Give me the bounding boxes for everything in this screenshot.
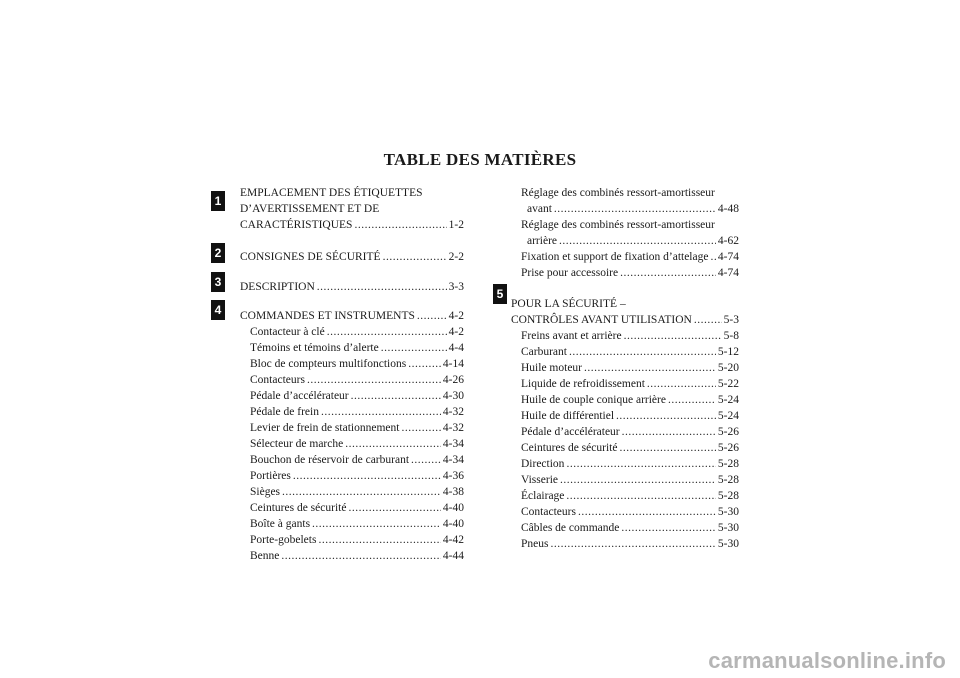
toc-leader-dots xyxy=(584,360,716,376)
toc-entry-page: 4-32 xyxy=(442,406,464,418)
toc-entry[interactable] xyxy=(511,360,739,376)
toc-leader-dots xyxy=(417,308,447,324)
toc-entry-label: Levier de frein de stationnement xyxy=(250,422,400,434)
toc-entry-label: Prise pour accessoire xyxy=(521,267,619,279)
toc-entry[interactable] xyxy=(240,452,464,468)
toc-entry[interactable] xyxy=(511,520,739,536)
toc-entry[interactable] xyxy=(240,500,464,516)
toc-entry-label: Sièges xyxy=(250,486,281,498)
watermark: carmanualsonline.info xyxy=(708,648,946,673)
toc-entry[interactable] xyxy=(511,456,739,472)
toc-entry-label: Liquide de refroidissement xyxy=(521,378,645,390)
toc-leader-dots xyxy=(569,344,716,360)
toc-right-column xyxy=(511,185,739,552)
toc-entry[interactable] xyxy=(511,488,739,504)
toc-entry-page: 5-24 xyxy=(717,394,739,406)
toc-entry-label: Pédale d’accélérateur xyxy=(521,426,620,438)
toc-entry[interactable] xyxy=(240,324,464,340)
toc-entry-page: 4-34 xyxy=(442,438,464,450)
toc-leader-dots xyxy=(408,356,441,372)
toc-entry-label: Pneus xyxy=(521,538,549,550)
toc-leader-dots xyxy=(383,249,447,265)
toc-entry[interactable] xyxy=(511,392,739,408)
chapter-tab-1[interactable]: 1 xyxy=(211,191,225,211)
toc-leader-dots xyxy=(566,456,715,472)
toc-entry-page: 4-32 xyxy=(442,422,464,434)
toc-entry-label: Éclairage xyxy=(521,490,565,502)
toc-entry-label: Contacteur à clé xyxy=(250,326,325,338)
toc-entry[interactable] xyxy=(511,233,739,249)
chapter-tab-4[interactable]: 4 xyxy=(211,300,225,320)
toc-leader-dots xyxy=(351,388,441,404)
chapter-tab-5[interactable]: 5 xyxy=(493,284,507,304)
toc-entry-page: 3-3 xyxy=(448,281,464,293)
toc-leader-dots xyxy=(622,424,716,440)
toc-entry-label: Témoins et témoins d’alerte xyxy=(250,342,379,354)
toc-leader-dots xyxy=(668,392,716,408)
toc-entry-label: Visserie xyxy=(521,474,558,486)
toc-entry-page: 4-48 xyxy=(717,203,739,215)
toc-entry-page: 4-14 xyxy=(442,358,464,370)
toc-entry[interactable] xyxy=(240,436,464,452)
chapter-tab-3[interactable]: 3 xyxy=(211,272,225,292)
toc-entry[interactable] xyxy=(511,376,739,392)
page-title: TABLE DES MATIÈRES xyxy=(383,150,577,169)
toc-leader-dots xyxy=(381,340,447,356)
toc-entry-page: 4-26 xyxy=(442,374,464,386)
toc-leader-dots xyxy=(293,468,441,484)
toc-entry-label: Bloc de compteurs multifonctions xyxy=(250,358,407,370)
toc-entry-page: 4-30 xyxy=(442,390,464,402)
toc-entry-page: 5-30 xyxy=(717,506,739,518)
toc-heading-line: Réglage des combinés ressort-amortisseur xyxy=(521,219,715,231)
toc-entry-label: DESCRIPTION xyxy=(240,281,315,293)
toc-entry[interactable] xyxy=(511,201,739,217)
toc-heading-line: D’AVERTISSEMENT ET DE xyxy=(240,203,380,215)
toc-entry[interactable] xyxy=(511,440,739,456)
toc-entry-label: Ceintures de sécurité xyxy=(521,442,618,454)
toc-entry-page: 4-4 xyxy=(448,342,464,354)
toc-entry-page: 4-44 xyxy=(442,550,464,562)
toc-entry-label: arrière xyxy=(527,235,557,247)
toc-entry-page: 5-20 xyxy=(717,362,739,374)
toc-entry[interactable] xyxy=(240,548,464,564)
toc-entry-label: Porte-gobelets xyxy=(250,534,317,546)
toc-section-5[interactable] xyxy=(511,312,739,328)
toc-leader-dots xyxy=(312,516,441,532)
toc-entry-page: 4-34 xyxy=(442,454,464,466)
toc-left-column xyxy=(240,185,464,564)
toc-leader-dots xyxy=(411,452,441,468)
toc-leader-dots xyxy=(694,312,722,328)
toc-entry-label: Pédale de frein xyxy=(250,406,319,418)
toc-leader-dots xyxy=(710,249,715,265)
toc-leader-dots xyxy=(578,504,716,520)
toc-leader-dots xyxy=(566,488,715,504)
toc-entry-label: Huile de couple conique arrière xyxy=(521,394,666,406)
toc-entry[interactable] xyxy=(240,484,464,500)
toc-leader-dots xyxy=(317,279,447,295)
toc-entry-label: COMMANDES ET INSTRUMENTS xyxy=(240,310,415,322)
toc-entry[interactable] xyxy=(240,532,464,548)
toc-entry-page: 5-28 xyxy=(717,474,739,486)
toc-leader-dots xyxy=(621,520,716,536)
toc-entry-page: 4-36 xyxy=(442,470,464,482)
toc-entry-page: 5-26 xyxy=(717,442,739,454)
toc-leader-dots xyxy=(620,265,716,281)
toc-entry[interactable] xyxy=(511,249,739,265)
toc-entry-label: Bouchon de réservoir de carburant xyxy=(250,454,410,466)
toc-entry-page: 4-74 xyxy=(717,267,739,279)
toc-entry-label: Contacteurs xyxy=(521,506,576,518)
toc-section-4[interactable] xyxy=(240,308,464,324)
toc-leader-dots xyxy=(348,500,440,516)
toc-entry[interactable] xyxy=(511,265,739,281)
toc-entry-page: 5-30 xyxy=(717,538,739,550)
toc-entry[interactable] xyxy=(511,328,739,344)
toc-entry-label: CONTRÔLES AVANT UTILISATION xyxy=(511,314,692,326)
chapter-tab-2[interactable]: 2 xyxy=(211,243,225,263)
toc-leader-dots xyxy=(354,217,446,233)
toc-leader-dots xyxy=(401,420,440,436)
toc-entry-label: Freins avant et arrière xyxy=(521,330,622,342)
toc-entry[interactable] xyxy=(511,504,739,520)
toc-leader-dots xyxy=(560,472,716,488)
toc-entry-page: 4-40 xyxy=(442,502,464,514)
toc-leader-dots xyxy=(624,328,722,344)
toc-entry-label: Câbles de commande xyxy=(521,522,620,534)
toc-leader-dots xyxy=(616,408,716,424)
toc-entry-label: Portières xyxy=(250,470,291,482)
toc-leader-dots xyxy=(321,404,441,420)
toc-entry-page: 4-74 xyxy=(717,251,739,263)
toc-entry[interactable] xyxy=(240,372,464,388)
toc-leader-dots xyxy=(647,376,716,392)
toc-section-1 xyxy=(240,185,464,233)
toc-entry[interactable] xyxy=(240,404,464,420)
toc-entry-page: 5-22 xyxy=(717,378,739,390)
toc-entry-label: Huile moteur xyxy=(521,362,582,374)
toc-entry-page: 4-62 xyxy=(717,235,739,247)
toc-entry-label: Boîte à gants xyxy=(250,518,311,530)
toc-leader-dots xyxy=(550,536,715,552)
toc-entry-page: 5-30 xyxy=(717,522,739,534)
toc-entry-page: 5-28 xyxy=(717,490,739,502)
toc-heading-line: POUR LA SÉCURITÉ – xyxy=(511,298,626,310)
toc-entry-page: 5-28 xyxy=(717,458,739,470)
toc-entry[interactable] xyxy=(240,468,464,484)
toc-entry[interactable] xyxy=(511,536,739,552)
toc-section-3[interactable] xyxy=(240,279,464,295)
toc-entry-page: 4-42 xyxy=(442,534,464,546)
toc-entry-page: 2-2 xyxy=(448,251,464,263)
toc-entry[interactable] xyxy=(511,344,739,360)
toc-leader-dots xyxy=(559,233,716,249)
toc-leader-dots xyxy=(345,436,441,452)
toc-leader-dots xyxy=(307,372,441,388)
toc-entry[interactable] xyxy=(240,420,464,436)
toc-entry-page: 1-2 xyxy=(448,219,464,231)
toc-entry-label: CARACTÉRISTIQUES xyxy=(240,219,353,231)
toc-entry-label: Contacteurs xyxy=(250,374,305,386)
toc-entry[interactable] xyxy=(511,472,739,488)
toc-entry-label: avant xyxy=(527,203,552,215)
toc-leader-dots xyxy=(318,532,440,548)
toc-leader-dots xyxy=(281,548,441,564)
toc-leader-dots xyxy=(619,440,715,456)
toc-section-2[interactable] xyxy=(240,249,464,265)
toc-leader-dots xyxy=(282,484,441,500)
toc-entry-page: 4-38 xyxy=(442,486,464,498)
toc-entry[interactable] xyxy=(240,356,464,372)
toc-entry-page: 5-3 xyxy=(723,314,739,326)
toc-entry-page: 4-2 xyxy=(448,326,464,338)
toc-entry-label: Direction xyxy=(521,458,565,470)
toc-leader-dots xyxy=(554,201,716,217)
toc-entry[interactable] xyxy=(240,217,464,233)
toc-entry[interactable] xyxy=(511,408,739,424)
toc-entry[interactable] xyxy=(240,388,464,404)
toc-entry-page: 5-8 xyxy=(723,330,739,342)
toc-section-4-items xyxy=(240,324,464,564)
toc-entry-label: Benne xyxy=(250,550,280,562)
toc-entry-page: 5-24 xyxy=(717,410,739,422)
toc-entry-label: Ceintures de sécurité xyxy=(250,502,347,514)
toc-entry-label: Pédale d’accélérateur xyxy=(250,390,349,402)
toc-entry-label: Fixation et support de fixation d’attelage xyxy=(521,251,709,263)
toc-heading-line: Réglage des combinés ressort-amortisseur xyxy=(521,187,715,199)
toc-entry[interactable] xyxy=(240,340,464,356)
toc-heading-line: EMPLACEMENT DES ÉTIQUETTES xyxy=(240,187,423,199)
toc-entry-page: 5-26 xyxy=(717,426,739,438)
toc-entry[interactable] xyxy=(240,516,464,532)
toc-entry-page: 5-12 xyxy=(717,346,739,358)
toc-entry-label: CONSIGNES DE SÉCURITÉ xyxy=(240,251,381,263)
toc-entry-label: Carburant xyxy=(521,346,567,358)
toc-entry[interactable] xyxy=(511,424,739,440)
toc-entry-page: 4-2 xyxy=(448,310,464,322)
toc-entry-page: 4-40 xyxy=(442,518,464,530)
toc-section-5-items xyxy=(511,328,739,552)
toc-entry-label: Sélecteur de marche xyxy=(250,438,344,450)
toc-entry-label: Huile de différentiel xyxy=(521,410,615,422)
toc-leader-dots xyxy=(327,324,447,340)
